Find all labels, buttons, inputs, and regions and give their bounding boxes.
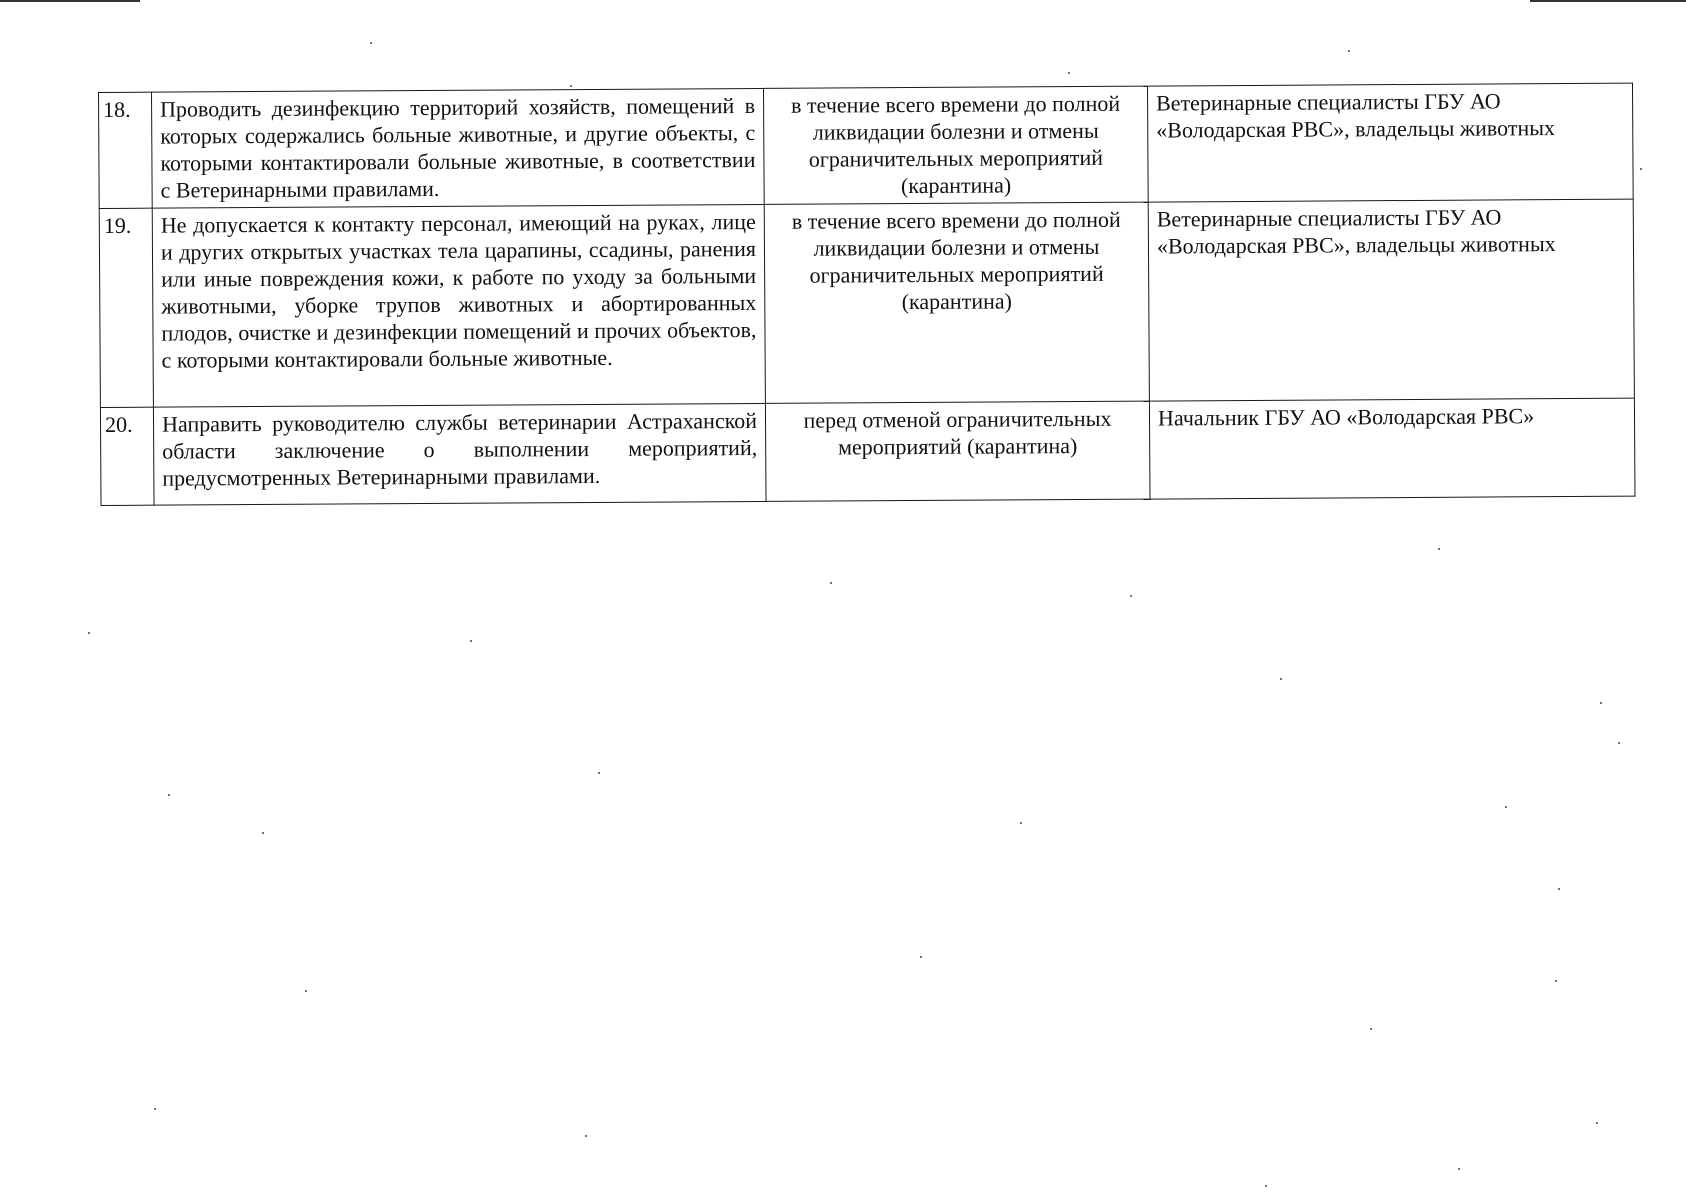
scan-speck	[1600, 702, 1602, 704]
scan-speck	[154, 1108, 156, 1110]
scan-speck	[1558, 888, 1560, 890]
scan-speck	[262, 832, 264, 834]
scan-speck	[1130, 595, 1132, 597]
scan-speck	[920, 956, 922, 958]
row-action: Направить руководителю службы ветеринарии Астраханской области заключение о выполнении мероприятий, предусмотренных Ветеринарными правилами.	[153, 403, 766, 505]
measures-table	[98, 83, 1636, 506]
row-term: перед отменой ограничительных мероприятий (карантина)	[765, 401, 1150, 501]
scan-speck	[1348, 50, 1350, 52]
scan-speck	[1596, 1122, 1598, 1124]
scan-speck	[830, 582, 832, 584]
scan-speck	[1265, 1185, 1267, 1187]
table-row	[100, 398, 1635, 505]
scan-speck	[1068, 72, 1070, 74]
scan-speck	[305, 990, 307, 992]
row-responsible: Начальник ГБУ АО «Володарская РВС»	[1149, 398, 1635, 499]
scan-speck	[1505, 806, 1507, 808]
scan-speck	[168, 794, 170, 796]
scan-speck	[1280, 678, 1282, 680]
row-responsible: Ветеринарные специалисты ГБУ АО «Володарская РВС», владельцы животных	[1147, 83, 1633, 202]
scan-speck	[585, 1135, 587, 1137]
row-number: 20.	[100, 407, 154, 505]
scan-speck	[88, 632, 90, 634]
scan-speck	[1640, 168, 1642, 170]
table-row	[99, 83, 1634, 208]
scan-speck	[598, 772, 600, 774]
table-row	[99, 199, 1634, 407]
scan-speck	[1555, 980, 1557, 982]
scan-edge-mark-right	[1530, 0, 1686, 2]
scan-speck	[470, 640, 472, 642]
scan-speck	[1458, 1168, 1460, 1170]
scan-edge-mark-left	[0, 0, 140, 2]
row-number: 19.	[99, 208, 153, 407]
scan-speck	[1618, 742, 1620, 744]
scan-speck	[1370, 1028, 1372, 1030]
row-responsible: Ветеринарные специалисты ГБУ АО «Володарская РВС», владельцы животных	[1148, 199, 1634, 401]
scan-speck	[570, 85, 572, 87]
scan-speck	[370, 42, 372, 44]
row-action: Не допускается к контакту персонал, имеющий на руках, лице и других открытых участках тела царапины, ссадины, ранения или иные повреждения кожи, к работе по уходу за больными животными, уборке трупов животных и абортированных плодов, очистке и дезинфекции помещений и прочих объектов, с которыми контактировали больные животные.	[152, 204, 765, 407]
row-term: в течение всего времени до полной ликвидации болезни и отмены ограничительных мероприятий (карантина)	[763, 86, 1148, 204]
row-number: 18.	[99, 92, 153, 208]
scan-speck	[1438, 548, 1440, 550]
scan-speck	[1020, 822, 1022, 824]
row-term: в течение всего времени до полной ликвидации болезни и отмены ограничительных мероприятий (карантина)	[764, 202, 1149, 403]
row-action: Проводить дезинфекцию территорий хозяйств, помещений в которых содержались больные животные, и другие объекты, с которыми контактировали больные животные, в соответствии с Ветеринарными правилами.	[152, 88, 765, 208]
